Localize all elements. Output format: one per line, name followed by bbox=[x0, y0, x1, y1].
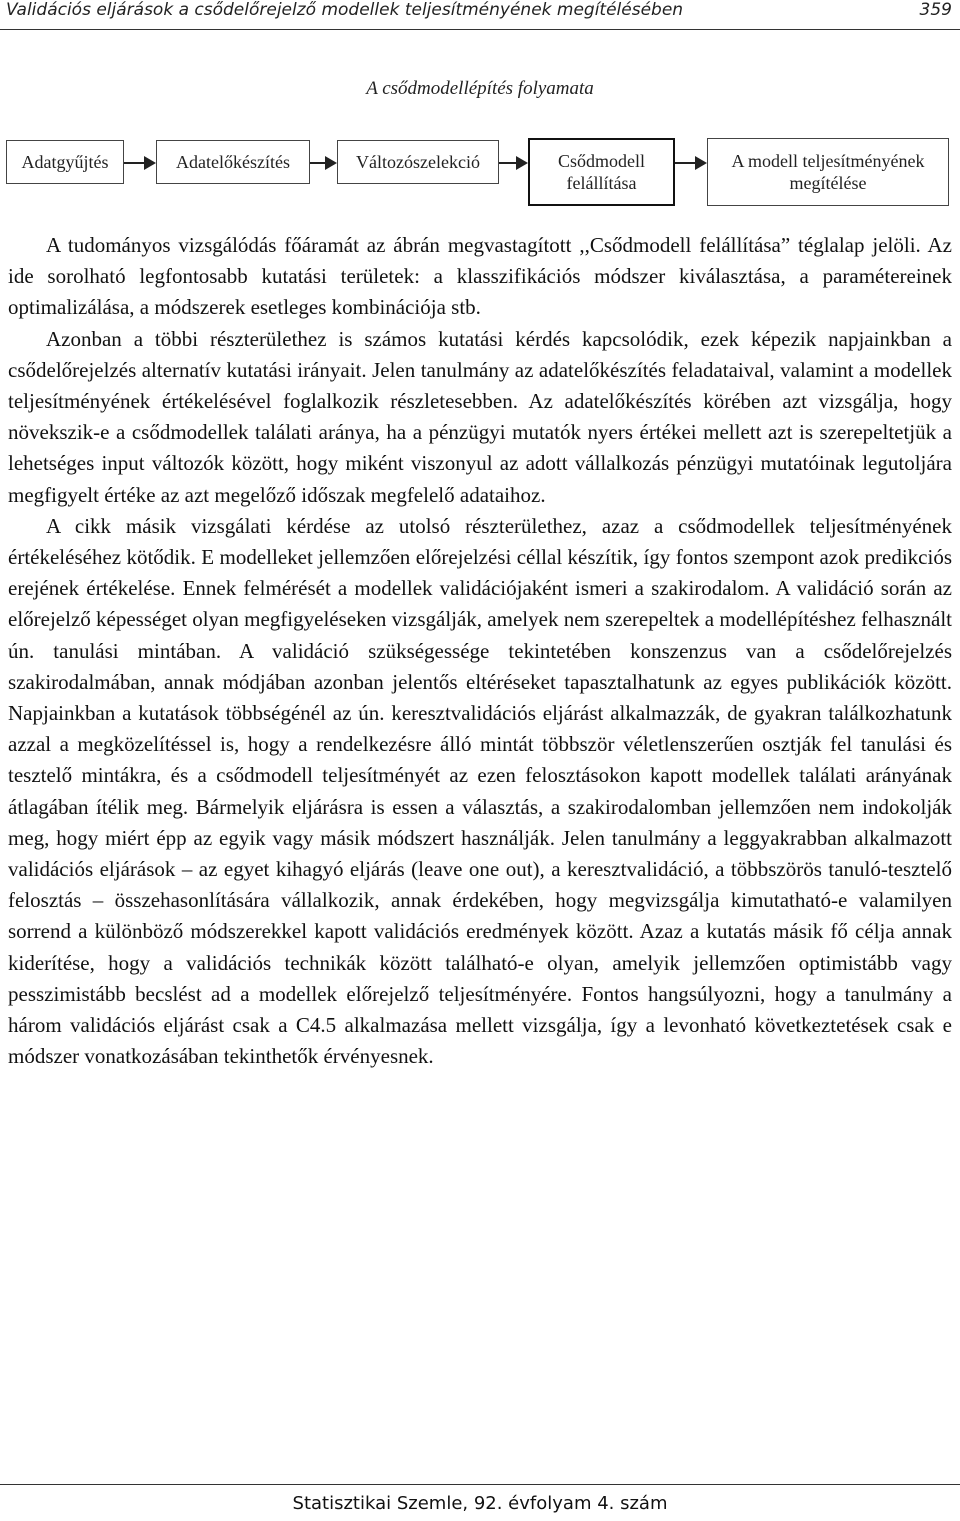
paragraph: A cikk másik vizsgálati kérdése az utolsó részterülethez, azaz a csődmodellek teljesítményének értékeléséhez kötődik. E modelleket jellemzően előrejelzési céllal készítik, így fontos szempont azok predikciós erejének értékelése. Ennek felmérését a modellek validációjaként ismeri a szakirodalom. A validáció során az előrejelző képességet olyan megfigyeléseken vizsgálják, amelyek nem szerepeltek a modellépítéshez felhasznált ún. tanulási mintában. A validáció szükségessége tekintetében konszenzus van a csődelőrejelzés szakirodalmában, annak módjában azonban jelentős eltéréseket tapasztalhatunk az egyes publikációk között. Napjainkban a kutatások többségénél az ún. keresztvalidációs eljárást alkalmazzák, de gyakran találkozhatunk azzal a megközelítéssel is, hogy a rendelkezésre álló mintát többször véletlenszerűen osztják fel tanulási és tesztelő mintákra, és a csődmodell teljesítményét az ezen felosztásokon kapott modellek találati arányának átlagában ítélik meg. Bármelyik eljárásra is essen a választás, a szakirodalomban jellemzően nem indokolják meg, hogy miért épp az egyik vagy másik módszert használják. Jelen tanulmány a leggyakrabban alkalmazott validációs eljárások – az egyet kihagyó eljárás (leave one out), a keresztvalidáció, a többszörös tanuló-tesztelő felosztás – összehasonlítására vállalkozik, annak érdekében, hogy megvizsgálja kimutatható-e valamilyen sorrend a különböző módszerekkel kapott validációs eredmények között. Azaz a kutatás másik fő célja annak kiderítése, hogy a validációs technikák között található-e olyan, amelyik jellemzően optimistább vagy pesszimistább becslést ad a modellek előrejelző teljesítményére. Fontos hangsúlyozni, hogy a tanulmány a három validációs eljárást csak a C4.5 alkalmazása mellett vizsgálja, így a levonható következtetések csak e módszer vonatkozásában tekinthetők érvényesnek. bbox=[8, 513, 953, 1069]
paragraph: A tudományos vizsgálódás főáramát az ábrán megvastagított ,,Csődmodell felállítása” téglalap jelöli. Az ide sorolható legfontosabb kutatási területek: a klasszifikációs módszer kiválasztása, a paramétereinek optimalizálása, a módszerek esetleges kombinációja stb. bbox=[8, 233, 952, 320]
process-flow-diagram bbox=[0, 130, 960, 220]
paragraph: Azonban a többi részterülethez is számos kutatási kérdés kapcsolódik, ezek képezik napjainkban a csődelőrejelzés alternatív kutatási irányait. Jelen tanulmány az adatelőkészítés feladataival, valamint a modellek teljesítményének értékelésével foglalkozik részletesebben. Az adatelőkészítés körében azt vizsgálja, hogy növekszik-e a csődmodellek találati aránya, ha a pénzügyi mutatók nyers értékei mellett azt is szerepeltetjük a lehetséges input változók között, hogy miként viszonyul az adott vállalkozás pénzügyi mutatóinak legutoljára megfigyelt értéke az azt megelőző időszak megfelelő adataihoz. bbox=[8, 326, 952, 507]
running-title: Validációs eljárások a csődelőrejelző modellek teljesítményének megítélésében bbox=[6, 0, 684, 20]
footer-rule bbox=[0, 1484, 960, 1485]
flow-arrow-icon bbox=[675, 156, 707, 170]
flow-step-data-preparation: Adatelőkészítés bbox=[156, 140, 310, 184]
running-header bbox=[0, 0, 960, 30]
flow-step-variable-selection: Változószelekció bbox=[337, 140, 499, 184]
flow-step-performance-evaluation: A modell teljesítményének megítélése bbox=[707, 138, 949, 206]
flow-step-model-building: Csődmodell felállítása bbox=[528, 138, 675, 206]
figure-caption: A csődmodellépítés folyamata bbox=[366, 78, 594, 99]
page-number: 359 bbox=[919, 0, 952, 20]
flow-arrow-icon bbox=[310, 156, 337, 170]
body-text bbox=[8, 230, 952, 1072]
flow-arrow-icon bbox=[124, 156, 156, 170]
journal-footer: Statisztikai Szemle, 92. évfolyam 4. szám bbox=[292, 1493, 668, 1514]
flow-step-data-collection: Adatgyűjtés bbox=[6, 140, 124, 184]
flow-arrow-icon bbox=[499, 156, 528, 170]
